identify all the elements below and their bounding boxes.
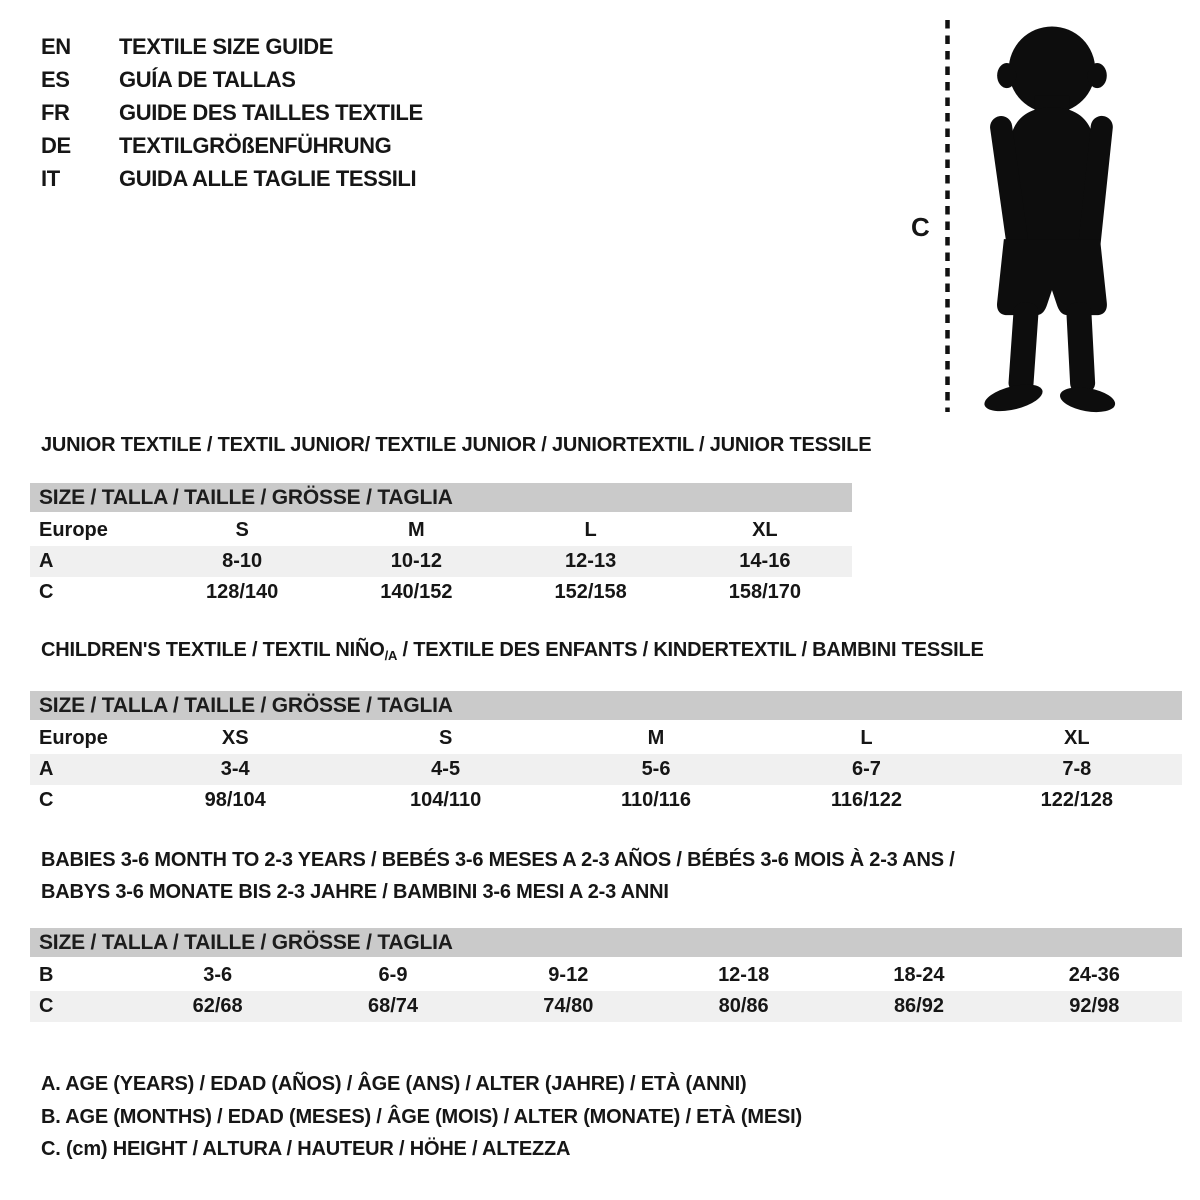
language-title-de: TEXTILGRÖßENFÜHRUNG — [119, 133, 392, 158]
junior-row-height — [30, 577, 852, 608]
language-row-es — [41, 63, 423, 96]
size-cell: M — [408, 519, 425, 541]
children-row-europe — [30, 723, 1182, 754]
size-cell: XL — [752, 519, 778, 541]
row-label: B — [39, 964, 54, 986]
language-title-list — [41, 30, 423, 195]
children-title-post: / TEXTILE DES ENFANTS / KINDERTEXTIL / BAMBINI TESSILE — [397, 639, 984, 661]
size-cell: M — [647, 727, 665, 749]
size-cell: S — [235, 519, 249, 541]
children-size-header-bar: SIZE / TALLA / TAILLE / GRÖSSE / TAGLIA — [30, 691, 1182, 720]
language-title-es: GUÍA DE TALLAS — [119, 67, 296, 92]
size-cell: S — [438, 727, 453, 749]
height-cell: 158/170 — [728, 581, 802, 603]
row-label: Europe — [39, 727, 108, 749]
language-code-fr: FR — [41, 100, 70, 125]
language-row-de — [41, 129, 423, 162]
months-cell: 3-6 — [203, 964, 233, 986]
language-code-it: IT — [41, 166, 60, 191]
babies-size-table — [30, 928, 1182, 1022]
junior-row-age — [30, 546, 852, 577]
row-label: Europe — [39, 519, 108, 541]
children-row-age — [30, 754, 1182, 785]
size-cell: XS — [221, 727, 249, 749]
age-cell: 12-13 — [565, 550, 617, 572]
language-code-de: DE — [41, 133, 71, 158]
language-row-it — [41, 162, 423, 195]
height-cell: 122/128 — [1040, 789, 1113, 811]
height-cell: 98/104 — [204, 789, 266, 811]
junior-size-table — [30, 483, 852, 608]
row-label: A — [39, 550, 54, 572]
row-label: C — [39, 995, 54, 1017]
size-cell: L — [860, 727, 873, 749]
language-code-es: ES — [41, 67, 70, 92]
age-cell: 6-7 — [851, 758, 881, 780]
children-row-height — [30, 785, 1182, 816]
children-section-title — [41, 639, 984, 663]
babies-row-height — [30, 991, 1182, 1022]
size-cell: L — [584, 519, 597, 541]
height-cell: 74/80 — [543, 995, 594, 1017]
footnote-b: B. AGE (MONTHS) / EDAD (MESES) / ÂGE (MOIS) / ALTER (MONATE) / ETÀ (MESI) — [41, 1105, 802, 1128]
row-label: C — [39, 581, 54, 603]
months-cell: 6-9 — [378, 964, 408, 986]
age-cell: 7-8 — [1062, 758, 1092, 780]
language-title-it: GUIDA ALLE TAGLIE TESSILI — [119, 166, 417, 191]
height-dashed-line-icon — [943, 14, 952, 418]
junior-row-europe — [30, 515, 852, 546]
height-cell: 92/98 — [1069, 995, 1120, 1017]
height-cell: 152/158 — [554, 581, 627, 603]
footnote-c: C. (cm) HEIGHT / ALTURA / HAUTEUR / HÖHE / ALTEZZA — [41, 1138, 571, 1160]
height-cell: 140/152 — [380, 581, 453, 603]
legend-footnotes — [41, 1068, 802, 1166]
babies-row-months — [30, 960, 1182, 991]
height-cell: 86/92 — [893, 995, 944, 1017]
language-row-en — [41, 30, 423, 63]
toddler-silhouette-icon — [959, 14, 1143, 418]
months-cell: 18-24 — [893, 964, 945, 986]
children-size-table — [30, 691, 1182, 816]
height-cell: 80/86 — [718, 995, 769, 1017]
height-cell: 110/116 — [620, 789, 692, 811]
months-cell: 9-12 — [548, 964, 589, 986]
age-cell: 5-6 — [641, 758, 671, 780]
height-cell: 116/122 — [830, 789, 903, 811]
babies-size-header-bar: SIZE / TALLA / TAILLE / GRÖSSE / TAGLIA — [30, 928, 1182, 957]
age-cell: 14-16 — [739, 550, 791, 572]
height-cell: 128/140 — [205, 581, 279, 603]
height-cell: 62/68 — [192, 995, 243, 1017]
language-code-en: EN — [41, 34, 71, 59]
months-cell: 12-18 — [718, 964, 770, 986]
babies-section-title-line2: BABYS 3-6 MONATE BIS 2-3 JAHRE / BAMBINI 3-6 MESI A 2-3 ANNI — [41, 881, 669, 903]
babies-section-title-line1: BABIES 3-6 MONTH TO 2-3 YEARS / BEBÉS 3-6 MESES A 2-3 AÑOS / BÉBÉS 3-6 MOIS À 2-3 ANS / — [41, 849, 955, 871]
measure-c-label: C — [911, 212, 930, 242]
height-measure-figure — [895, 10, 1157, 422]
months-cell: 24-36 — [1068, 964, 1120, 986]
children-title-pre: CHILDREN'S TEXTILE / TEXTIL NIÑO — [41, 639, 385, 661]
junior-section-title: JUNIOR TEXTILE / TEXTIL JUNIOR/ TEXTILE JUNIOR / JUNIORTEXTIL / JUNIOR TESSILE — [41, 434, 872, 456]
age-cell: 4-5 — [431, 758, 461, 780]
language-row-fr — [41, 96, 423, 129]
row-label: C — [39, 789, 54, 811]
language-title-fr: GUIDE DES TAILLES TEXTILE — [119, 100, 423, 125]
height-cell: 104/110 — [410, 789, 482, 811]
age-cell: 8-10 — [222, 550, 263, 572]
age-cell: 3-4 — [220, 758, 250, 780]
language-title-en: TEXTILE SIZE GUIDE — [119, 34, 334, 59]
row-label: A — [39, 758, 54, 780]
age-cell: 10-12 — [390, 550, 442, 572]
junior-size-header-bar: SIZE / TALLA / TAILLE / GRÖSSE / TAGLIA — [30, 483, 852, 512]
size-cell: XL — [1064, 727, 1090, 749]
children-title-sub: /A — [384, 648, 398, 663]
footnote-a: A. AGE (YEARS) / EDAD (AÑOS) / ÂGE (ANS) / ALTER (JAHRE) / ETÀ (ANNI) — [41, 1073, 747, 1095]
height-cell: 68/74 — [367, 995, 419, 1017]
